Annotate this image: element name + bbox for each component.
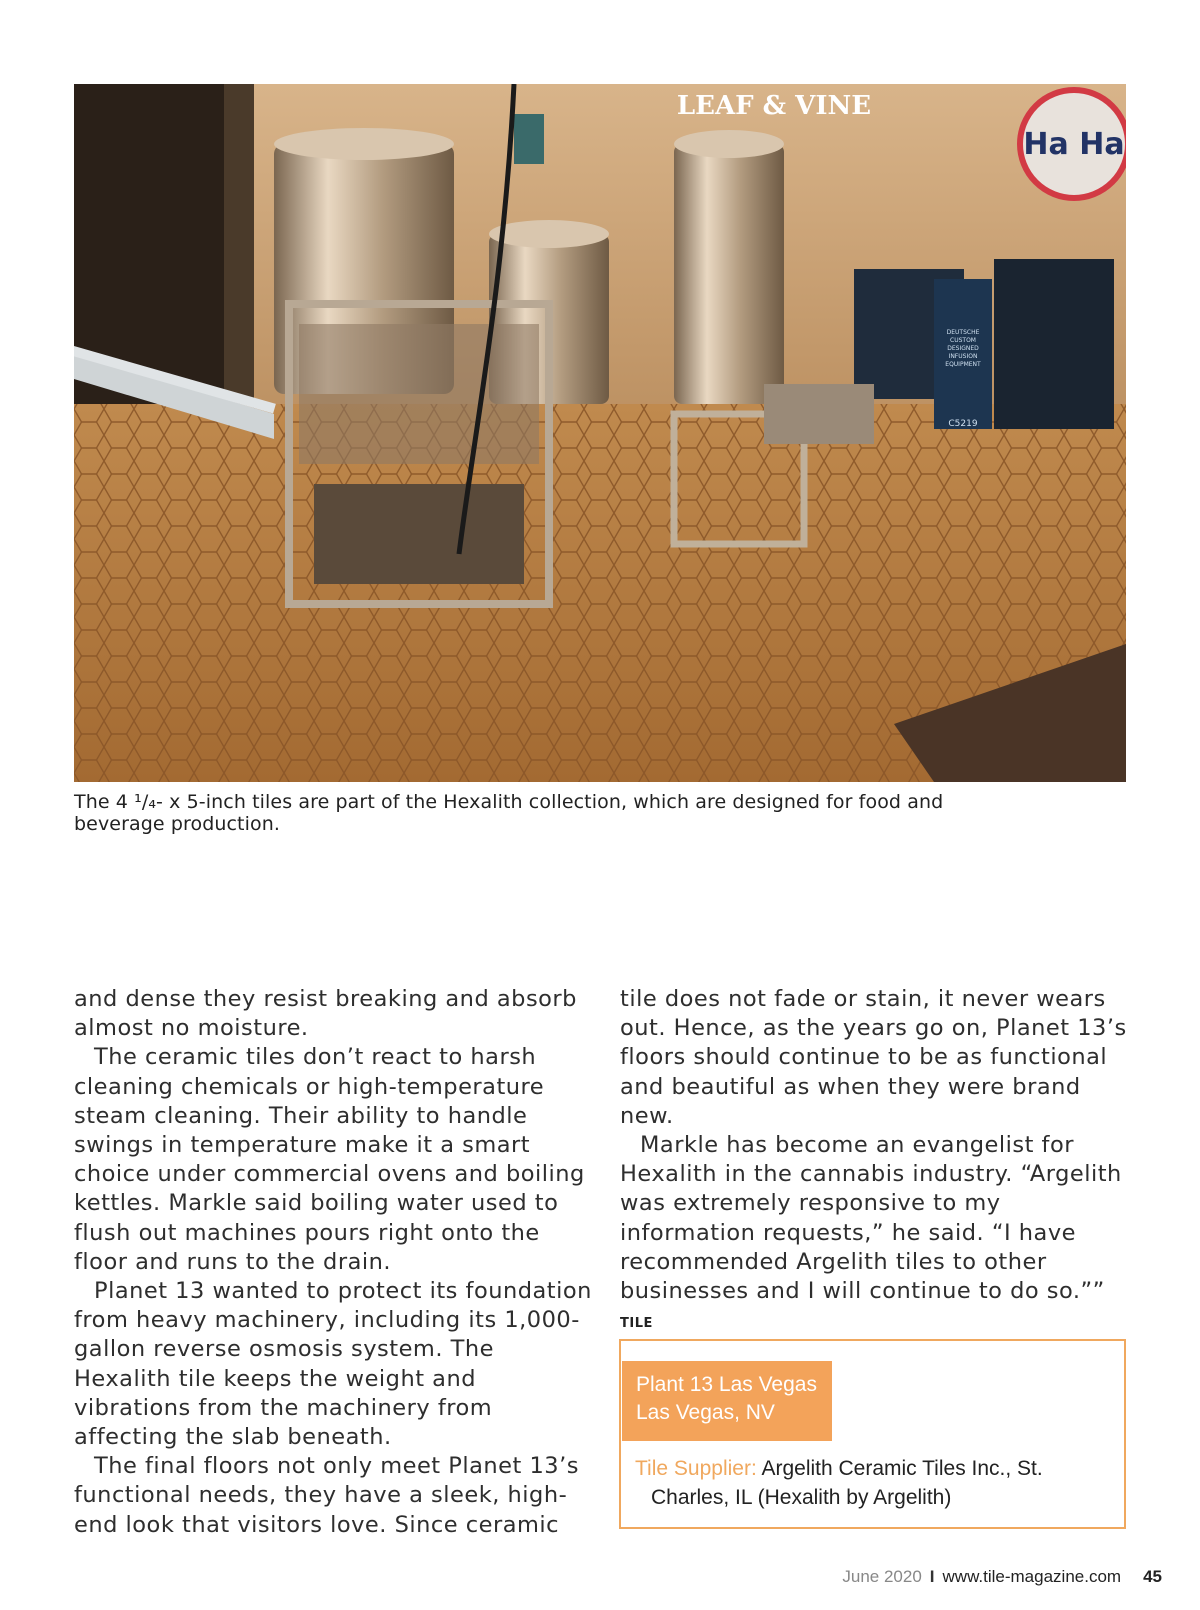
- factory-floor-photo-illustration: [74, 84, 1126, 782]
- banner-text-3: DESIGNED: [947, 345, 979, 352]
- supplier-line-2: Charles, IL (Hexalith by Argelith): [651, 1486, 952, 1509]
- supplier-info: [635, 1454, 1105, 1512]
- feature-photo: [74, 84, 1126, 782]
- caption-line-1: The 4 ¹/₄- x 5-inch tiles are part of the Hexalith collection, which are designed for food and: [74, 791, 944, 813]
- paragraph: tile does not fade or stain, it never wears out. Hence, as the years go on, Planet 13’s floors should continue to be as functional and beautiful as when they were brand new.: [620, 986, 1127, 1129]
- banner-text-5: EQUIPMENT: [945, 361, 981, 368]
- article-column-left: [74, 985, 594, 1540]
- supplier-label: Tile Supplier:: [635, 1457, 757, 1480]
- supplier-line-1: [635, 1454, 1105, 1483]
- paragraph: The final floors not only meet Planet 13’s functional needs, they have a sleek, high-end look that visitors love. Since ceramic: [74, 1453, 579, 1538]
- paragraph: and dense they resist breaking and absorb almost no moisture.: [74, 986, 577, 1042]
- project-infobox: [619, 1339, 1126, 1529]
- project-location: Las Vegas, NV: [636, 1401, 775, 1424]
- project-header: [622, 1361, 832, 1441]
- banner-text-6: C5219: [948, 419, 978, 429]
- website-link[interactable]: www.tile-magazine.com: [942, 1567, 1122, 1586]
- article-column-right: [620, 985, 1130, 1338]
- paragraph-final-text: Markle has become an evangelist for Hexalith in the cannabis industry. “Argelith was extremely responsive to my information requests,” he said. “I have recommended Argelith tiles to other businesses and I will continue to do so.””: [620, 1132, 1122, 1305]
- footer-separator: I: [929, 1567, 935, 1586]
- paragraph: The ceramic tiles don’t react to harsh cleaning chemicals or high-temperature steam cleaning. Their ability to handle swings in temperature make it a smart choice under commercial ovens and boiling kettles. Markle said boiling water used to flush out machines pours right onto the floor and runs to the drain.: [74, 1044, 585, 1275]
- supplier-name: Argelith Ceramic Tiles Inc., St.: [761, 1457, 1043, 1480]
- banner-text-1: DEUTSCHE: [946, 329, 980, 336]
- banner-text-2: CUSTOM: [950, 337, 976, 344]
- page-footer: [842, 1567, 1162, 1587]
- sign-leaf-vine: LEAF & VINE: [676, 91, 872, 121]
- sign-haha: Ha Ha: [1023, 127, 1125, 162]
- issue-date: June 2020: [842, 1567, 922, 1586]
- caption-line-2: beverage production.: [74, 813, 280, 835]
- photo-caption: [74, 791, 1034, 835]
- paragraph-final: [620, 1131, 1130, 1338]
- end-mark-tile: TILE: [620, 1316, 653, 1332]
- paragraph: Planet 13 wanted to protect its foundation from heavy machinery, including its 1,000-gallon reverse osmosis system. The Hexalith tile keeps the weight and vibrations from the machinery from affecting the slab beneath.: [74, 1278, 592, 1451]
- banner-text-4: INFUSION: [948, 353, 978, 360]
- page-number: 45: [1143, 1567, 1162, 1586]
- project-name: Plant 13 Las Vegas: [636, 1373, 817, 1396]
